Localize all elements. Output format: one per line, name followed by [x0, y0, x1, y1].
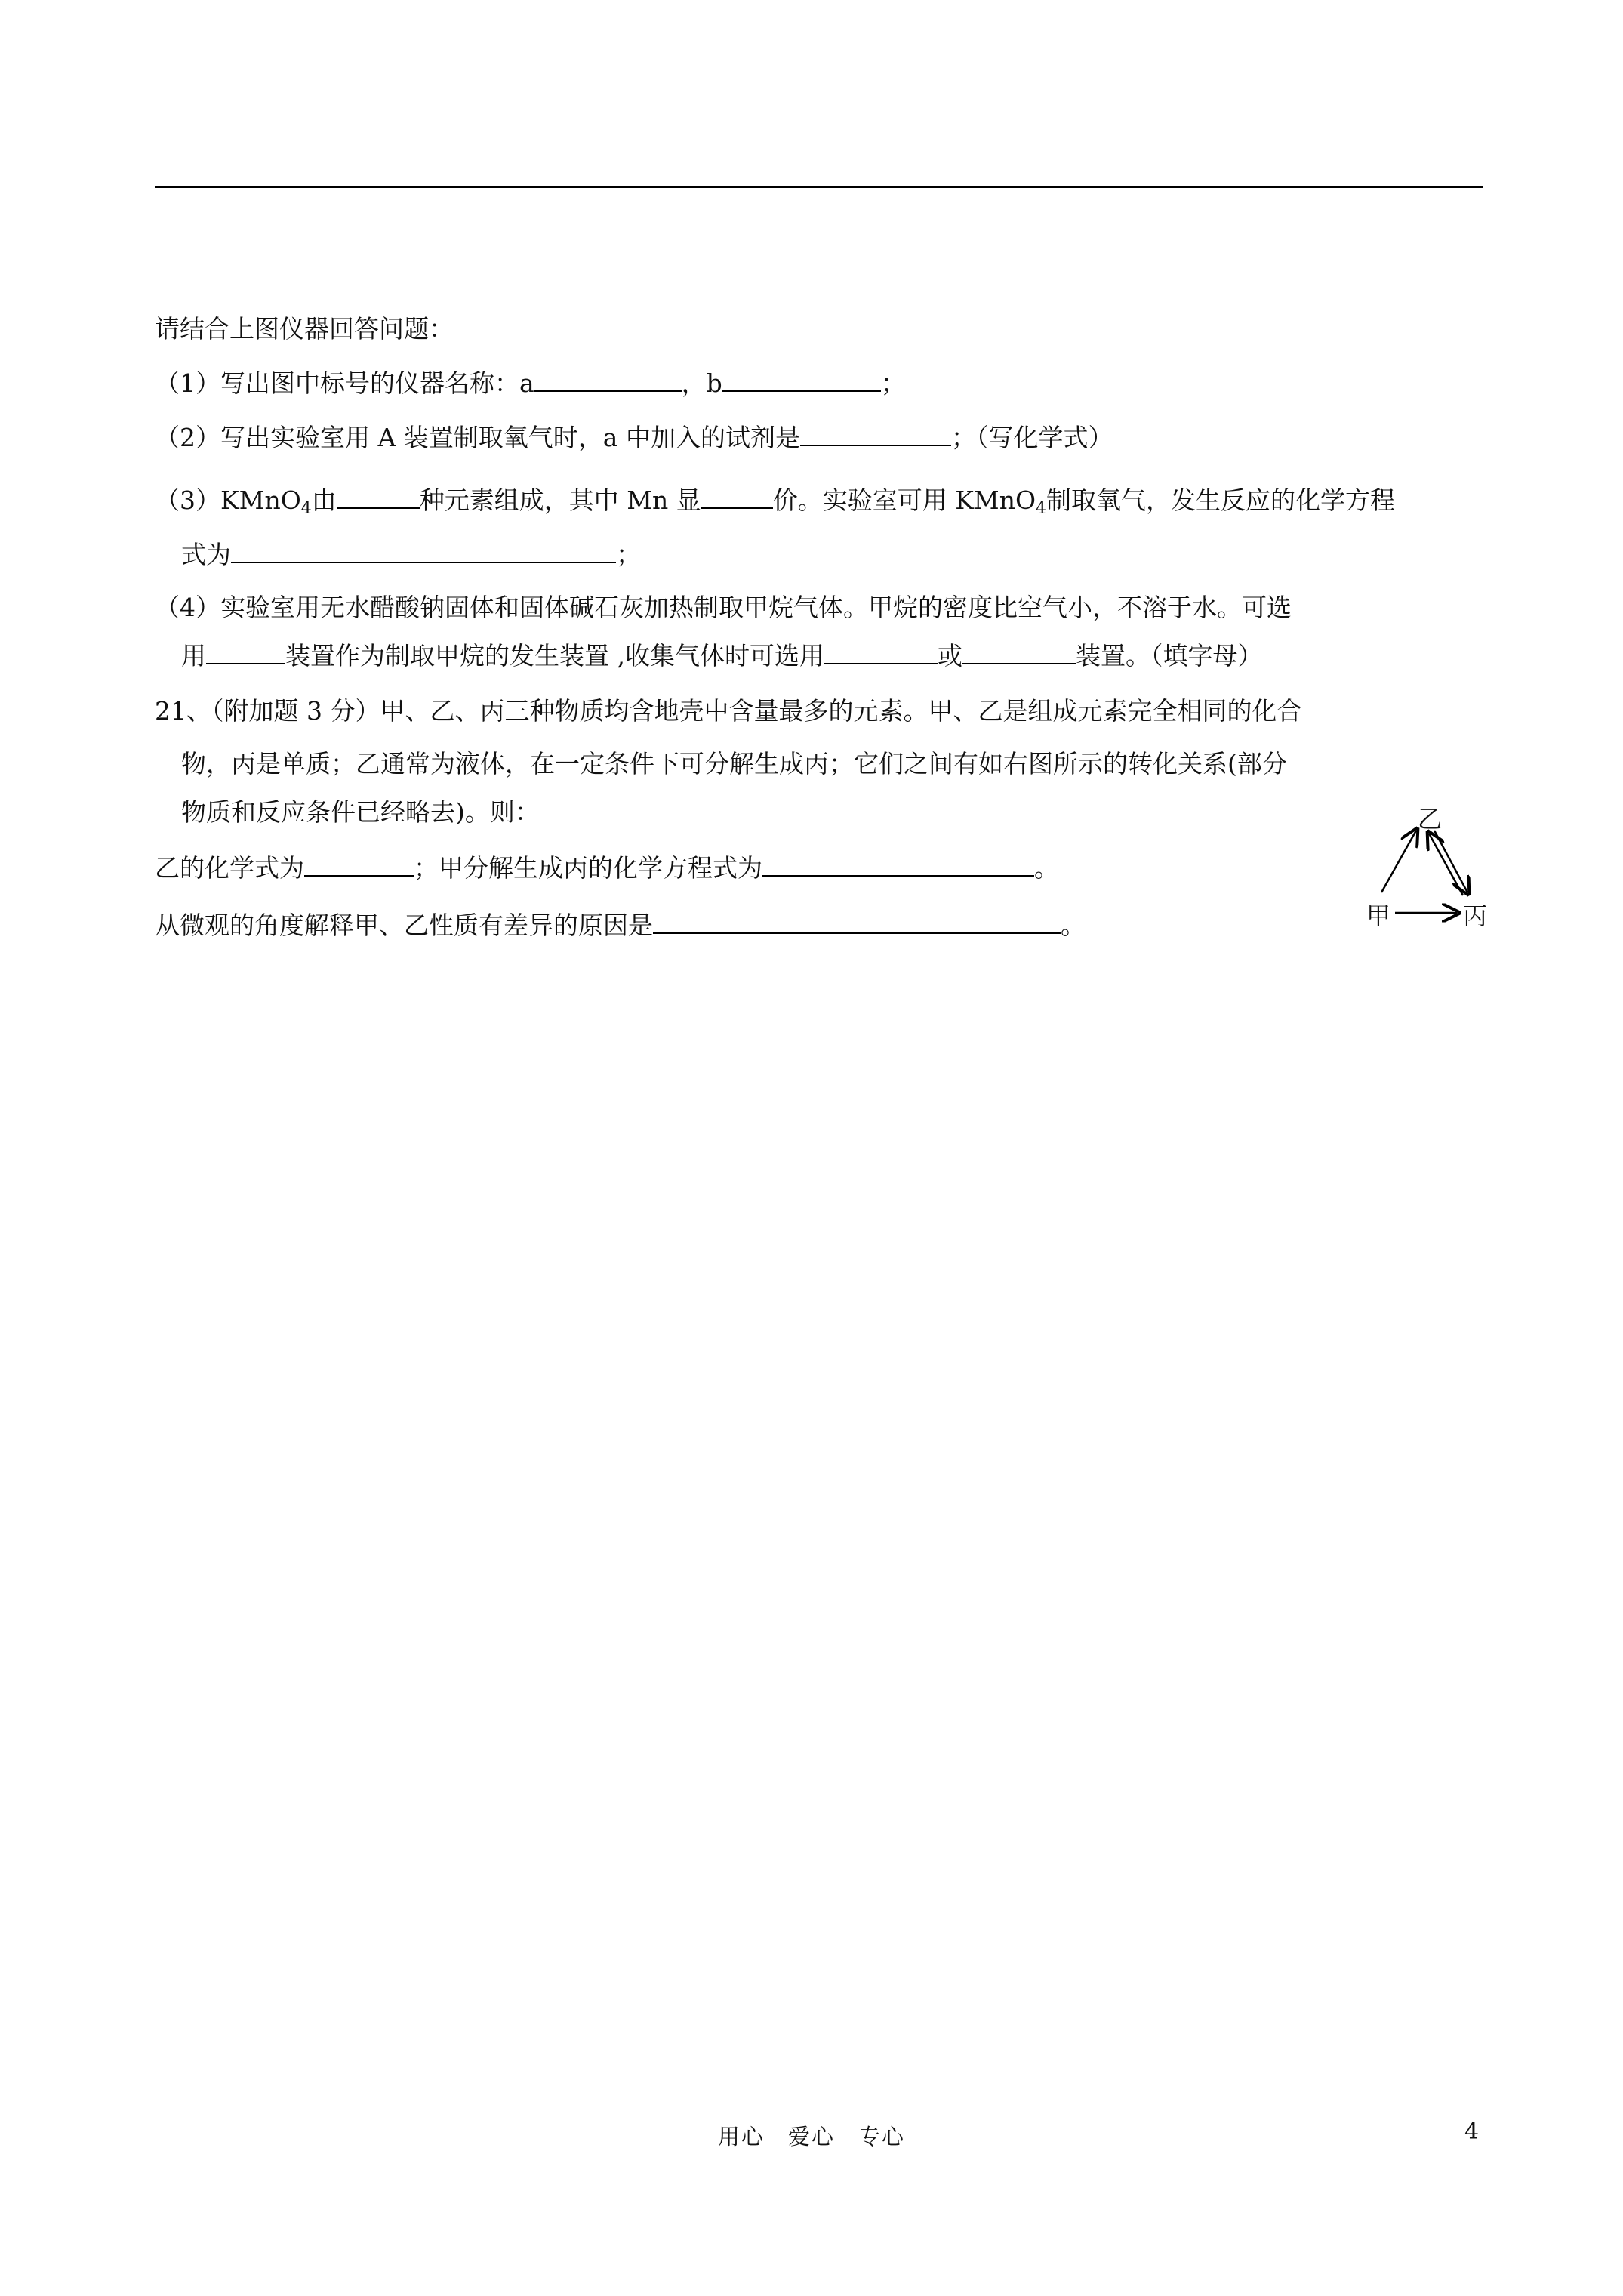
- q3-kmno4: （3）KMnO: [155, 485, 301, 515]
- q4-blank-generator[interactable]: [206, 639, 285, 664]
- q3-sub2: 4: [1036, 499, 1047, 518]
- question-21-line5: [155, 908, 1086, 941]
- q21-blank-reason[interactable]: [653, 908, 1061, 934]
- q1-blank-b[interactable]: [722, 366, 881, 392]
- node-jia: 甲: [1366, 901, 1391, 930]
- question-4-line2: [181, 639, 1262, 671]
- q21-blank-equation[interactable]: [762, 851, 1034, 877]
- conversion-diagram: [1366, 800, 1495, 936]
- q3-text3: 制取氧气，发生反应的化学方程: [1046, 485, 1396, 515]
- footer-text: 用心 爱心 专心: [717, 2124, 905, 2150]
- q3-shiwei: 式为: [181, 540, 231, 569]
- page-number: [1464, 2119, 1479, 2145]
- node-yi: 乙: [1418, 805, 1443, 834]
- node-bing: 丙: [1463, 901, 1488, 930]
- q1-prefix: （1）写出图中标号的仪器名称：a: [155, 368, 534, 398]
- q4-blank-collect2[interactable]: [962, 639, 1076, 664]
- q3-sub: 4: [300, 499, 312, 518]
- q4-text2: 装置作为制取甲烷的发生装置 ,收集气体时可选用: [285, 641, 824, 670]
- question-3-line2: [181, 538, 641, 570]
- q21-formula-label: 乙的化学式为: [155, 853, 304, 883]
- question-1: [155, 366, 906, 399]
- q21-end1: 。: [1034, 853, 1059, 883]
- question-21-line3: [181, 797, 540, 827]
- q3-blank-equation[interactable]: [231, 538, 616, 563]
- question-3-line1: [155, 483, 1395, 524]
- q3-text2: 价。实验室可用 KMnO: [772, 485, 1036, 515]
- q21-text3: 物质和反应条件已经略去)。则：: [181, 797, 540, 827]
- q4-yong: 用: [181, 641, 206, 670]
- question-2: [155, 421, 1113, 453]
- q2-prefix: （2）写出实验室用 A 装置制取氧气时，a 中加入的试剂是: [155, 423, 800, 452]
- q2-end: ；（写化学式）: [950, 423, 1113, 452]
- question-21-line4: [155, 851, 1059, 883]
- q1-end: ；: [880, 368, 906, 398]
- page-number-text: 4: [1464, 2119, 1480, 2145]
- q21-end2: 。: [1061, 911, 1086, 940]
- intro-text: [155, 314, 454, 344]
- q4-blank-collect1[interactable]: [824, 639, 938, 664]
- q3-you: 由: [311, 485, 337, 515]
- q4-end: 装置。（填字母）: [1075, 641, 1263, 670]
- q1-mid: ，b: [681, 368, 722, 398]
- question-4-line1: [155, 593, 1292, 623]
- q21-text2: 物，丙是单质；乙通常为液体，在一定条件下可分解生成丙；它们之间有如右图所示的转化关系(部分: [181, 749, 1287, 778]
- q21-reason-label: 从微观的角度解释甲、乙性质有差异的原因是: [155, 911, 653, 940]
- question-21-line1: [155, 696, 1301, 726]
- q3-text: 种元素组成，其中 Mn 显: [419, 485, 701, 515]
- header-rule: [155, 186, 1483, 188]
- q1-blank-a[interactable]: [534, 366, 682, 392]
- q3-blank-valence[interactable]: [701, 483, 773, 509]
- q3-blank-elements[interactable]: [337, 483, 420, 509]
- q21-blank-formula[interactable]: [304, 851, 414, 877]
- footer-slogan: [0, 2120, 1623, 2151]
- q21-text1: 21、（附加题 3 分）甲、乙、丙三种物质均含地壳中含量最多的元素。甲、乙是组成元素完全相同的化合: [155, 696, 1302, 726]
- conversion-arrows: [1366, 800, 1495, 936]
- q21-equation-label: ；甲分解生成丙的化学方程式为: [414, 853, 762, 883]
- question-21-line2: [181, 749, 1287, 779]
- q4-text: （4）实验室用无水醋酸钠固体和固体碱石灰加热制取甲烷气体。甲烷的密度比空气小，不溶于水。可选: [155, 593, 1292, 622]
- intro-label: 请结合上图仪器回答问题：: [155, 314, 454, 344]
- q3-end: ；: [616, 540, 641, 569]
- q2-blank[interactable]: [800, 421, 951, 446]
- q4-huo: 或: [937, 641, 962, 670]
